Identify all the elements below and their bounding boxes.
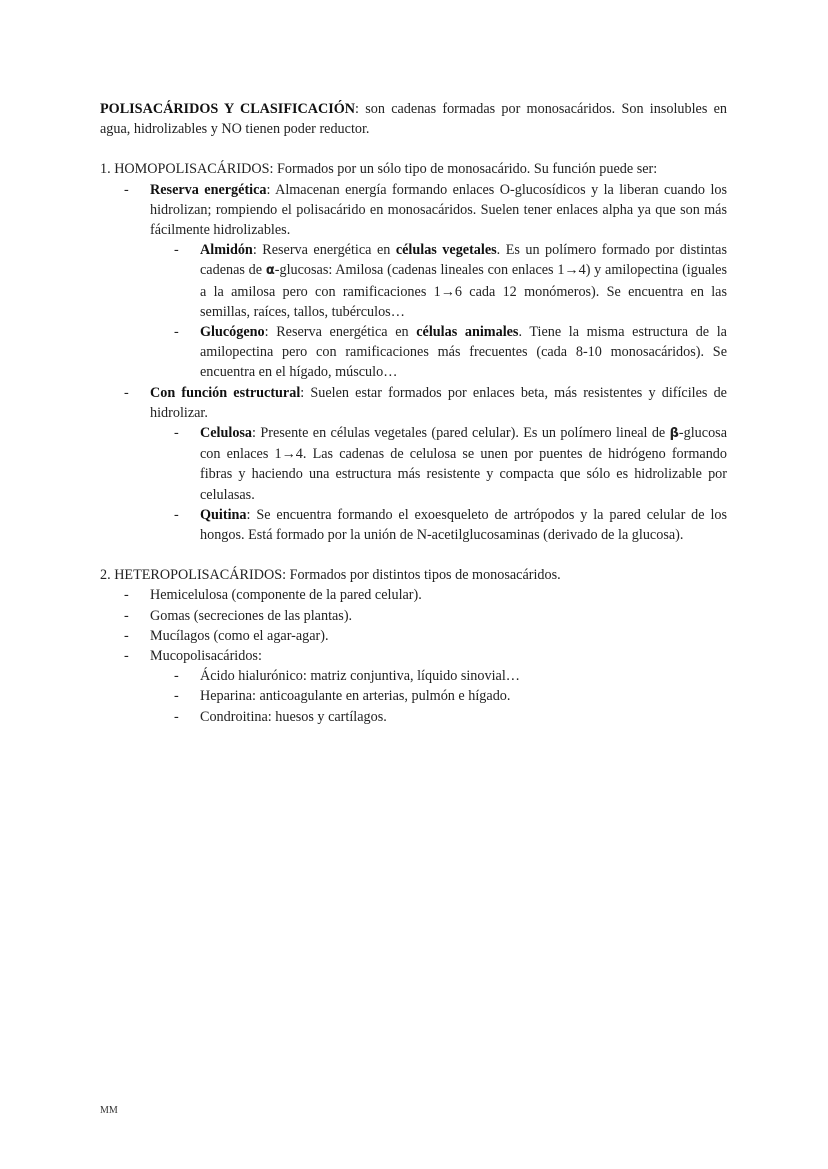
bullet-dash: -: [174, 242, 179, 259]
list-item: [100, 585, 727, 605]
bullet-dash: -: [174, 425, 179, 442]
list-item: [100, 626, 727, 646]
bullet-dash: -: [174, 688, 179, 705]
document-body: [100, 99, 727, 727]
hetero-item-text: Mucopolisacáridos:: [150, 648, 262, 665]
hetero-item-text: Hemicelulosa (componente de la pared celular).: [150, 587, 422, 604]
almidon-title: Almidón: [200, 242, 253, 259]
celulosa-text-1: : Presente en células vegetales (pared celular). Es un polímero lineal de: [252, 425, 670, 442]
bullet-dash: -: [174, 708, 179, 725]
intro-paragraph: [100, 99, 727, 139]
hetero-item-text: Gomas (secreciones de las plantas).: [150, 607, 353, 624]
bullet-dash: -: [124, 181, 129, 198]
alpha-symbol: α: [265, 263, 275, 279]
homo-list: [100, 180, 727, 546]
reserva-text: : Almacenan energía formando enlaces O-glucosídicos y la liberan cuando los hidrolizan; rompiendo el polisacárido en monosacáridos. Suelen tener enlaces alpha ya que son más fácilmente hidrolizables.: [150, 181, 728, 239]
list-item: [100, 666, 727, 686]
celulosa-text-2: -glucosa con enlaces 1→4. Las cadenas de celulosa se unen por puentes de hidrógeno formando fibras y haciendo una estructura más resistente y compacta que sólo es hidrolizable por celulasas.: [200, 425, 727, 503]
list-item: [100, 686, 727, 706]
celulosa-title: Celulosa: [200, 425, 253, 442]
intro-text: : son cadenas formadas por monosacáridos. Son insolubles en agua, hidrolizables y NO tienen poder reductor.: [100, 101, 727, 138]
intro-title: POLISACÁRIDOS Y CLASIFICACIÓN: [100, 101, 356, 117]
estructural-title: Con función estructural: [150, 384, 301, 401]
bullet-dash: -: [124, 384, 129, 401]
bullet-dash: -: [174, 506, 179, 523]
almidon-text-2: . Es un polímero formado por distintas cadenas de: [200, 242, 727, 279]
heteropolisacaridos-heading: 2. HETEROPOLISACÁRIDOS: Formados por distintos tipos de monosacáridos.: [100, 567, 561, 584]
hetero-sub-text: Ácido hialurónico: matriz conjuntiva, líquido sinovial…: [200, 668, 520, 685]
list-item: [100, 707, 727, 727]
glucogeno-title: Glucógeno: [200, 324, 265, 341]
bullet-dash: -: [124, 648, 129, 665]
almidon-text-1: : Reserva energética en: [252, 242, 396, 259]
list-item: [100, 606, 727, 626]
hetero-item-text: Mucílagos (como el agar-agar).: [150, 627, 329, 644]
quitina-title: Quitina: [200, 506, 247, 523]
hetero-list: [100, 585, 727, 726]
hetero-sub-text: Condroitina: huesos y cartílagos.: [200, 708, 387, 725]
bullet-dash: -: [174, 668, 179, 685]
list-item-reserva: [100, 180, 727, 383]
bullet-dash: -: [124, 607, 129, 624]
footer-initials: MM: [100, 1105, 118, 1116]
glucogeno-text-1: : Reserva energética en: [264, 324, 417, 341]
almidon-text-3: -glucosas: Amilosa (cadenas lineales con enlaces 1→4) y amilopectina (iguales a la amilosa pero con ramificaciones 1→6 cada 12 monómeros). Se encuentra en las semillas, raíces, tallos, tubérculos…: [200, 262, 727, 320]
list-item-estructural: [100, 383, 727, 546]
list-item: [100, 646, 727, 727]
reserva-title: Reserva energética: [150, 181, 267, 198]
bullet-dash: -: [174, 324, 179, 341]
list-item-quitina: [100, 505, 727, 545]
list-item-glucogeno: [100, 322, 727, 383]
homopolisacaridos-heading: 1. HOMOPOLISACÁRIDOS: Formados por un sólo tipo de monosacárido. Su función puede ser:: [100, 161, 658, 178]
quitina-text: : Se encuentra formando el exoesqueleto de artrópodos y la pared celular de los hongos. Está formado por la unión de N-acetilglucosaminas (derivado de la glucosa).: [200, 506, 727, 544]
glucogeno-bold: células animales: [416, 324, 519, 341]
bullet-dash: -: [124, 587, 129, 604]
list-item-celulosa: [100, 423, 727, 505]
beta-symbol: β: [669, 426, 679, 442]
hetero-sub-text: Heparina: anticoagulante en arterias, pulmón e hígado.: [200, 688, 511, 705]
mucopolisacaridos-sublist: [100, 666, 727, 727]
reserva-sublist: [100, 240, 727, 382]
estructural-sublist: [100, 423, 727, 545]
glucogeno-text-2: . Tiene la misma estructura de la amilopectina pero con ramificaciones más frecuentes (cada 8-10 monosacáridos). Se encuentra en el hígado, músculo…: [200, 324, 727, 381]
bullet-dash: -: [124, 627, 129, 644]
almidon-bold: células vegetales: [395, 242, 497, 259]
list-item-almidon: [100, 240, 727, 322]
estructural-text: : Suelen estar formados por enlaces beta, más resistentes y difíciles de hidrolizar.: [150, 384, 727, 421]
